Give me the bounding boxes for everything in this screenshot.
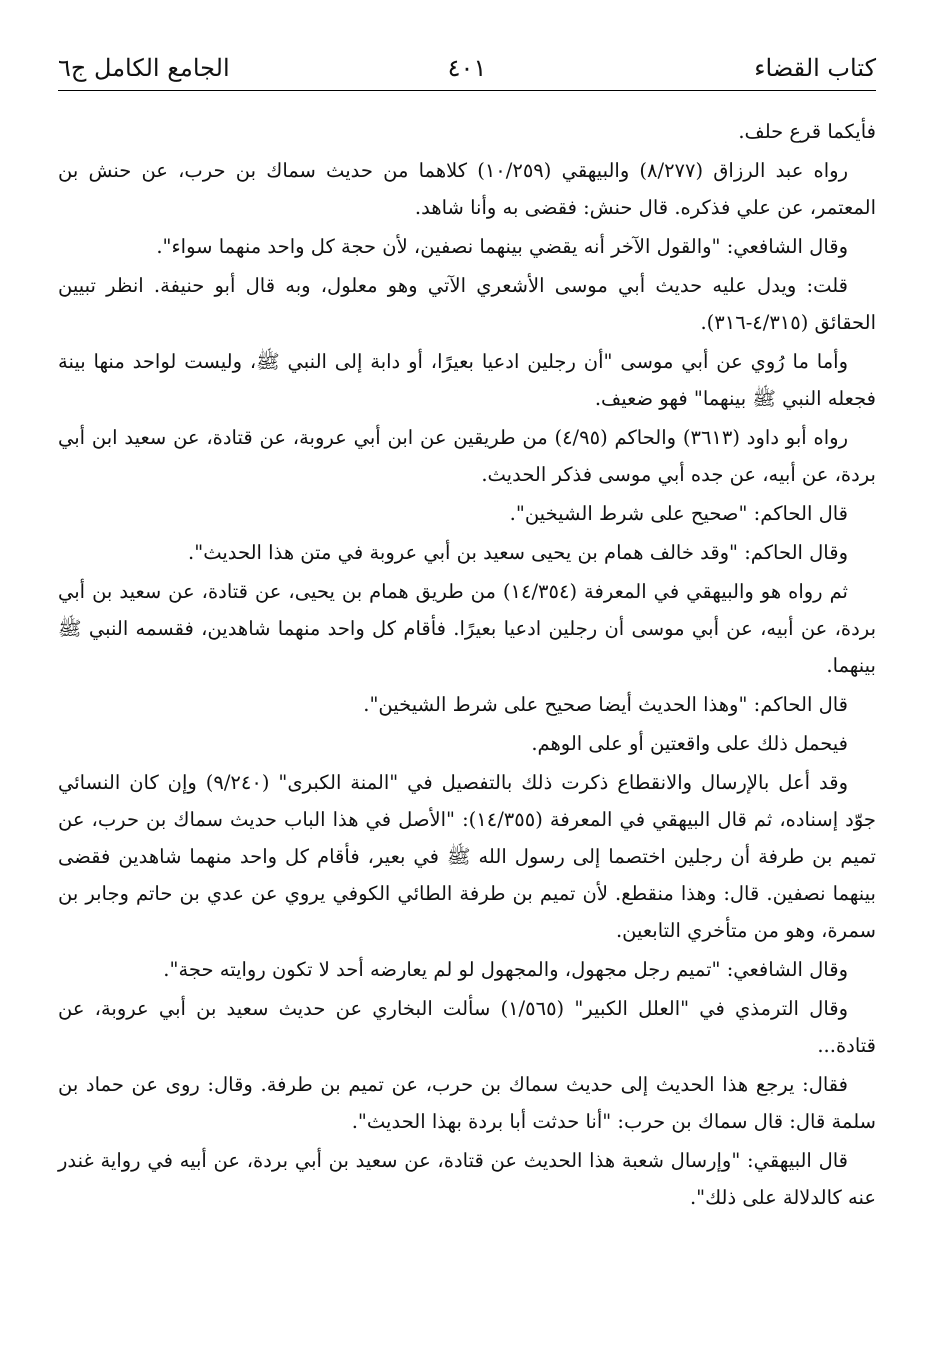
paragraph: رواه عبد الرزاق (٨/٢٧٧) والبيهقي (١٠/٢٥٩) كلاهما من حديث سماك بن حرب، عن حنش بن المعتمر، عن علي فذكره. قال حنش: فقضى به وأنا شاهد. bbox=[58, 159, 876, 219]
paragraph: قلت: ويدل عليه حديث أبي موسى الأشعري الآتي وهو معلول، وبه قال أبو حنيفة. انظر تبيين الحقائق (٤/٣١٥-٣١٦). bbox=[58, 274, 876, 334]
paragraph: وأما ما رُوي عن أبي موسى "أن رجلين ادعيا بعيرًا، أو دابة إلى النبي ﷺ، وليست لواحد منها بينة فجعله النبي ﷺ بينهما" فهو ضعيف. bbox=[58, 350, 876, 410]
paragraph: فأيكما قرع حلف. bbox=[738, 120, 876, 143]
header-rule bbox=[58, 90, 876, 91]
paragraph: قال البيهقي: "وإرسال شعبة هذا الحديث عن قتادة، عن سعيد بن أبي بردة، عن أبيه في رواية غندر عنه كالدلالة على ذلك". bbox=[58, 1149, 876, 1209]
paragraph: وقد أعل بالإرسال والانقطاع ذكرت ذلك بالتفصيل في "المنة الكبرى" (٩/٢٤٠) وإن كان النسائي جوّد إسناده، ثم قال البيهقي في المعرفة (١٤/٣٥٥): "الأصل في هذا الباب حديث سماك بن حرب، عن تميم بن طرفة أن رجلين اختصما إلى رسول الله ﷺ في بعير، فأقام كل واحد منهما شاهدين فقضى بينهما نصفين. قال: وهذا منقطع. لأن تميم بن طرفة الطائي الكوفي يروي عن عدي بن حاتم وجابر بن سمرة، وهو من متأخري التابعين. bbox=[58, 771, 876, 942]
page-number: ٤٠١ bbox=[447, 54, 487, 82]
page-body bbox=[58, 113, 876, 1216]
paragraph: قال الحاكم: "وهذا الحديث أيضا صحيح على شرط الشيخين". bbox=[363, 693, 848, 716]
paragraph: فيحمل ذلك على واقعتين أو على الوهم. bbox=[531, 732, 848, 755]
book-title: الجامع الكامل ج٦ bbox=[58, 54, 230, 82]
chapter-title: كتاب القضاء bbox=[754, 54, 876, 82]
paragraph: فقال: يرجع هذا الحديث إلى حديث سماك بن حرب، عن تميم بن طرفة. وقال: روى عن حماد بن سلمة قال: قال سماك بن حرب: "أنا حدثت أبا بردة بهذا الحديث". bbox=[58, 1073, 876, 1133]
paragraph: ثم رواه هو والبيهقي في المعرفة (١٤/٣٥٤) من طريق همام بن يحيى، عن قتادة، عن سعيد بن أبي بردة، عن أبيه، عن أبي موسى أن رجلين ادعيا بعيرًا. فأقام كل واحد منهما شاهدين، فقسمه النبي ﷺ بينهما. bbox=[58, 580, 876, 677]
paragraph: وقال الحاكم: "وقد خالف همام بن يحيى سعيد بن أبي عروبة في متن هذا الحديث". bbox=[188, 541, 848, 564]
running-header bbox=[58, 48, 876, 88]
paragraph: وقال الشافعي: "والقول الآخر أنه يقضي بينهما نصفين، لأن حجة كل واحد منهما سواء". bbox=[156, 235, 848, 258]
paragraph: وقال الترمذي في "العلل الكبير" (١/٥٦٥) سألت البخاري عن حديث سعيد بن أبي عروبة، عن قتادة... bbox=[58, 997, 876, 1057]
book-page bbox=[58, 48, 876, 1338]
paragraph: وقال الشافعي: "تميم رجل مجهول، والمجهول لو لم يعارضه أحد لا تكون روايته حجة". bbox=[163, 958, 848, 981]
paragraph: قال الحاكم: "صحيح على شرط الشيخين". bbox=[509, 502, 848, 525]
paragraph: رواه أبو داود (٣٦١٣) والحاكم (٤/٩٥) من طريقين عن ابن أبي عروبة، عن قتادة، عن سعيد ابن أبي بردة، عن أبيه، عن جده أبي موسى فذكر الحديث. bbox=[58, 426, 876, 486]
